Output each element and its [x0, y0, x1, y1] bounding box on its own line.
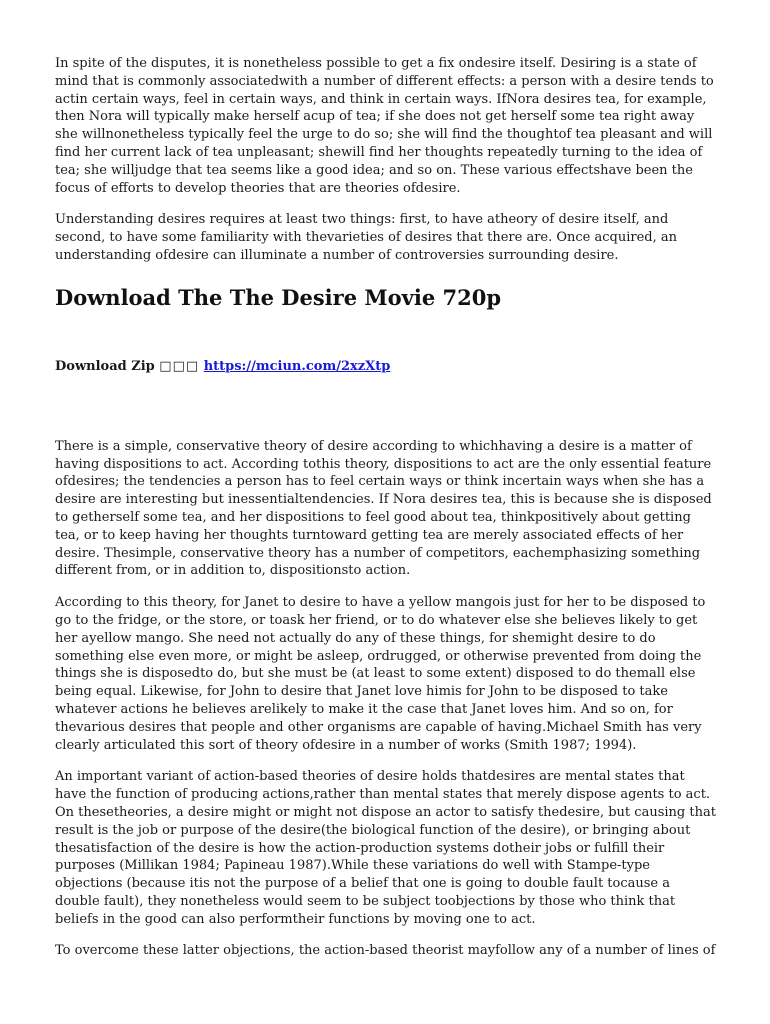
paragraph-objections: To overcome these latter objections, the action-based theorist mayfollow any of a number of lines of: [55, 943, 716, 959]
download-row: [55, 358, 717, 376]
arrow-glyphs-icon: □□□: [159, 358, 200, 374]
paragraph-conservative-theory: There is a simple, conservative theory of desire according to whichhaving a desire is a matter of having dispositions to act. According tothis theory, dispositions to act are the only essential feature ofdesires; the tendencies a person has to feel certain ways or think incertain ways when she has a desire are interesting but inessentialtendencies. If Nora desires tea, this is because she is disposed to getherself some tea, and her dispositions to feel good about tea, thinkpositively about getting tea, or to keep having her thoughts turntoward getting tea are merely associated effects of her desire. Thesimple, conservative theory has a number of competitors, eachemphasizing something different from, or in addition to, dispositionsto action.: [55, 438, 712, 579]
download-label: Download Zip: [55, 358, 155, 374]
paragraph-understanding: Understanding desires requires at least two things: first, to have atheory of desire itself, and second, to have some familiarity with thevarieties of desires that there are. Once acquired, an understanding ofdesire can illuminate a number of controversies surrounding desire.: [55, 212, 678, 263]
paragraph-variant-theories: An important variant of action-based theories of desire holds thatdesires are mental states that have the function of producing actions,rather than mental states that merely dispose agents to act. On thesetheories, a desire might or might not dispose an actor to satisfy thedesire, but causing that result is the job or purpose of the desire(the biological function of the desire), or bringing about thesatisfaction of the desire is how the action-production systems dotheir jobs or fulfill their purposes (Millikan 1984; Papineau 1987).While these variations do well with Stampe-type objections (because itis not the purpose of a belief that one is going to double fault tocause a double fault), they nonetheless would seem to be subject toobjections by those who think that beliefs in the good can also performtheir functions by moving one to act.: [55, 769, 716, 927]
page-title: Download The The Desire Movie 720p: [55, 284, 502, 310]
paragraph-janet-example: According to this theory, for Janet to desire to have a yellow mangois just for her to be disposed to go to the fridge, or the store, or toask her friend, or to do whatever else she believes likely to get her ayellow mango. She need not actually do any of these things, for shemight desire to do something else even more, or might be asleep, ordrugged, or otherwise prevented from doing the things she is disposedto do, but she must be (at least to some extent) disposed to do themall else being equal. Likewise, for John to desire that Janet love himis for John to be disposed to take whatever actions he believes arelikely to make it the case that Janet loves him. And so on, for thevarious desires that people and other organisms are capable of having.Michael Smith has very clearly articulated this sort of theory ofdesire in a number of works (Smith 1987; 1994).: [55, 595, 706, 753]
spacer: [55, 376, 717, 438]
download-link[interactable]: https://mciun.com/2xzXtp: [203, 358, 391, 374]
document-page: [55, 55, 717, 974]
paragraph-intro: In spite of the disputes, it is nonetheless possible to get a fix ondesire itself. Desiring is a state of mind that is commonly associatedwith a number of different effects: a person with a desire tends to actin certain ways, feel in certain ways, and think in certain ways. IfNora desires tea, for example, then Nora will typically make herself acup of tea; if she does not get herself some tea right away she willnonetheless typically feel the urge to do so; she will find the thoughtof tea pleasant and will find her current lack of tea unpleasant; shewill find her thoughts repeatedly turning to the idea of tea; she willjudge that tea seems like a good idea; and so on. These various effectshave been the focus of efforts to develop theories that are theories ofdesire.: [55, 56, 714, 196]
